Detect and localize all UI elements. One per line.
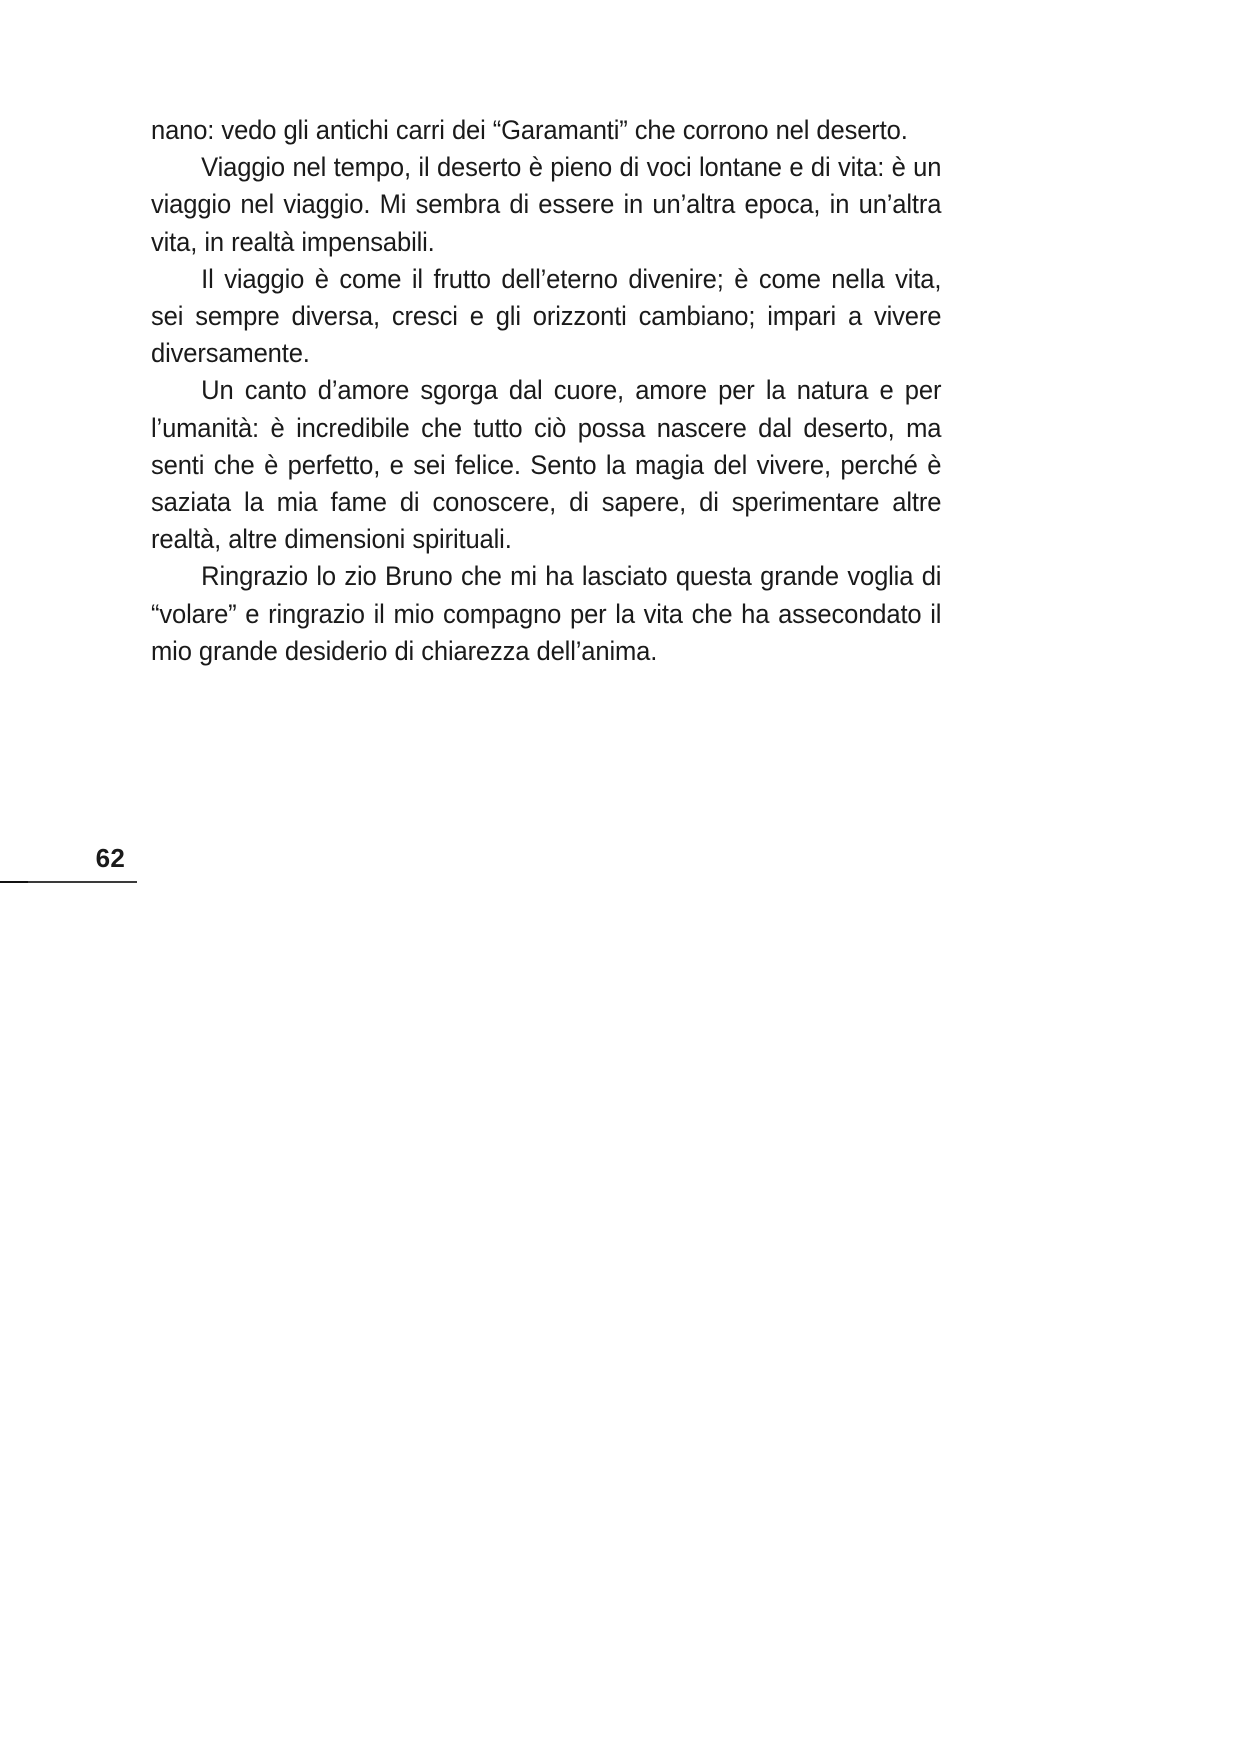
footer-rule-accent bbox=[0, 881, 28, 883]
page-footer bbox=[0, 838, 137, 886]
paragraph-2: Viaggio nel tempo, il deserto è pieno di voci lontane e di vita: è un viaggio nel viaggio. Mi sembra di essere in un’altra epoca, in un’altra vita, in realtà impensabili. bbox=[151, 152, 942, 257]
paragraph-3: Il viaggio è come il frutto dell’eterno divenire; è come nella vita, sei sempre diversa, cresci e gli orizzonti cambiano; impari a vivere diversamente. bbox=[151, 263, 942, 369]
paragraph-4: Un canto d’amore sgorga dal cuore, amore per la natura e per l’umanità: è incredibile che tutto ciò possa nascere dal deserto, ma senti che è perfetto, e sei felice. Sento la magia del vivere, perché è saziata la mia fame di conoscere, di sapere, di sperimentare altre realtà, altre dimensioni spirituali. bbox=[151, 375, 942, 555]
paragraph-5: Ringrazio lo zio Bruno che mi ha lasciato questa grande voglia di “volare” e ringrazio il mio compagno per la vita che ha assecondato il mio grande desiderio di chiarezza dell’anima. bbox=[151, 561, 942, 666]
body-text-column bbox=[151, 112, 970, 670]
page-number: 62 bbox=[95, 843, 125, 873]
paragraph-1: nano: vedo gli antichi carri dei “Garamanti” che corrono nel deserto. bbox=[151, 115, 908, 145]
